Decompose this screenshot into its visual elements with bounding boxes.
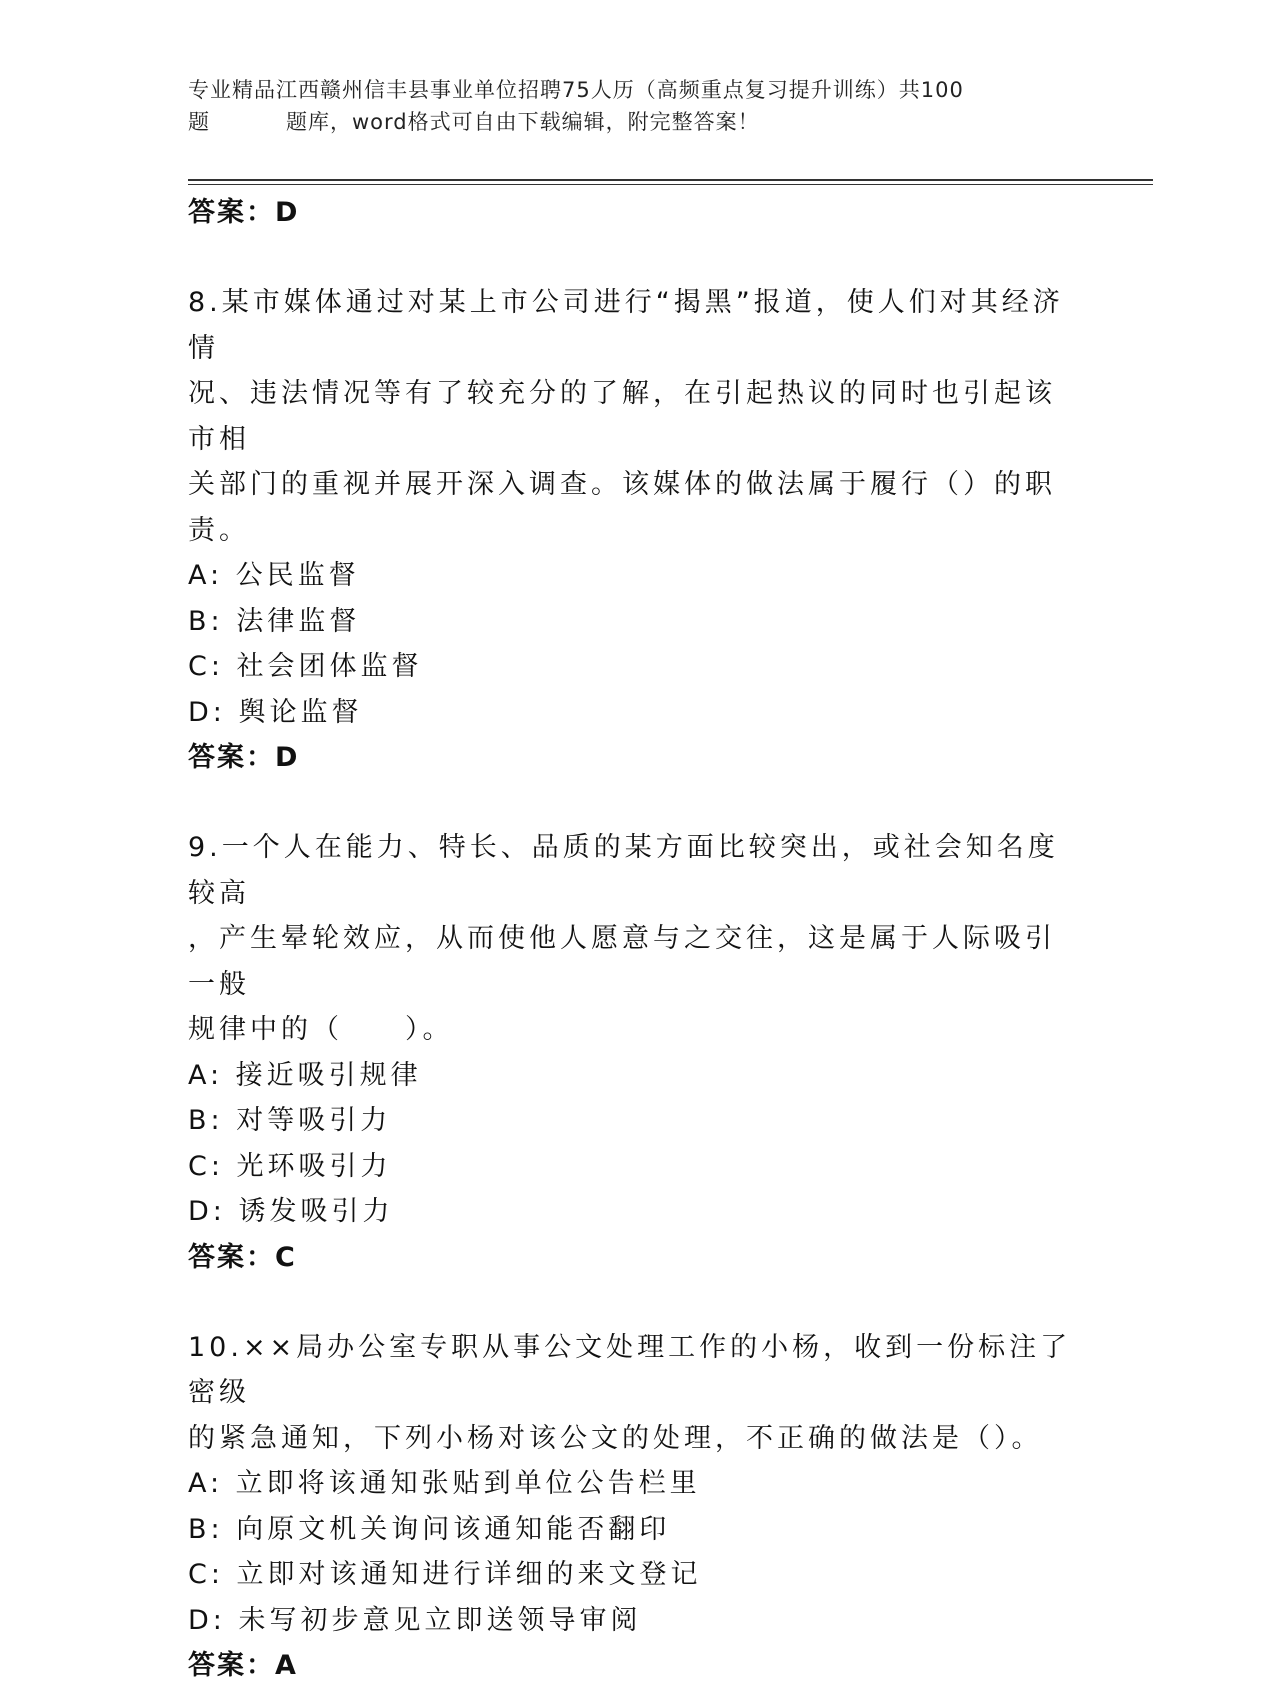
question-text-line: 况、违法情况等有了较充分的了解，在引起热议的同时也引起该市相 [188, 371, 1078, 462]
question-text-line: 9.一个人在能力、特长、品质的某方面比较突出，或社会知名度较高 [188, 825, 1078, 916]
option-c: C: 光环吸引力 [188, 1144, 1078, 1190]
option-a: A: 公民监督 [188, 553, 1078, 599]
question-text-line: 8.某市媒体通过对某上市公司进行“揭黑”报道，使人们对其经济情 [188, 280, 1078, 371]
document-body [188, 190, 1078, 1689]
option-a: A: 接近吸引规律 [188, 1053, 1078, 1099]
page-header [188, 74, 1068, 138]
option-a: A: 立即将该通知张贴到单位公告栏里 [188, 1461, 1078, 1507]
question-text-line: 关部门的重视并展开深入调查。该媒体的做法属于履行（）的职责。 [188, 462, 1078, 553]
option-d: D: 未写初步意见立即送领导审阅 [188, 1598, 1078, 1644]
option-b: B: 对等吸引力 [188, 1098, 1078, 1144]
answer-line: 答案：A [188, 1643, 1078, 1689]
question-block [188, 280, 1078, 781]
header-rule-thick [188, 179, 1153, 181]
question-text-line: ，产生晕轮效应，从而使他人愿意与之交往，这是属于人际吸引一般 [188, 916, 1078, 1007]
spacer [188, 781, 1078, 825]
answer-line: 答案：C [188, 1235, 1078, 1281]
header-line-2 [188, 106, 1068, 138]
spacer [188, 1281, 1078, 1325]
question-block [188, 825, 1078, 1281]
header-line-1: 专业精品江西赣州信丰县事业单位招聘75人历（高频重点复习提升训练）共100 [188, 74, 1068, 106]
option-d: D: 诱发吸引力 [188, 1189, 1078, 1235]
question-text-line: 10.××局办公室专职从事公文处理工作的小杨，收到一份标注了密级 [188, 1325, 1078, 1416]
option-c: C: 立即对该通知进行详细的来文登记 [188, 1552, 1078, 1598]
header-rule-thin [188, 184, 1153, 185]
answer-line: 答案：D [188, 190, 1078, 236]
header-line-2-left: 题 [188, 106, 286, 138]
option-c: C: 社会团体监督 [188, 644, 1078, 690]
answer-line: 答案：D [188, 735, 1078, 781]
question-block [188, 1325, 1078, 1689]
question-text-line: 的紧急通知，下列小杨对该公文的处理，不正确的做法是（）。 [188, 1416, 1078, 1462]
option-d: D: 舆论监督 [188, 690, 1078, 736]
option-b: B: 向原文机关询问该通知能否翻印 [188, 1507, 1078, 1553]
question-text-line: 规律中的（ ）。 [188, 1007, 1078, 1053]
option-b: B: 法律监督 [188, 599, 1078, 645]
spacer [188, 236, 1078, 280]
header-line-2-right: 题库，word格式可自由下载编辑，附完整答案！ [286, 106, 760, 138]
